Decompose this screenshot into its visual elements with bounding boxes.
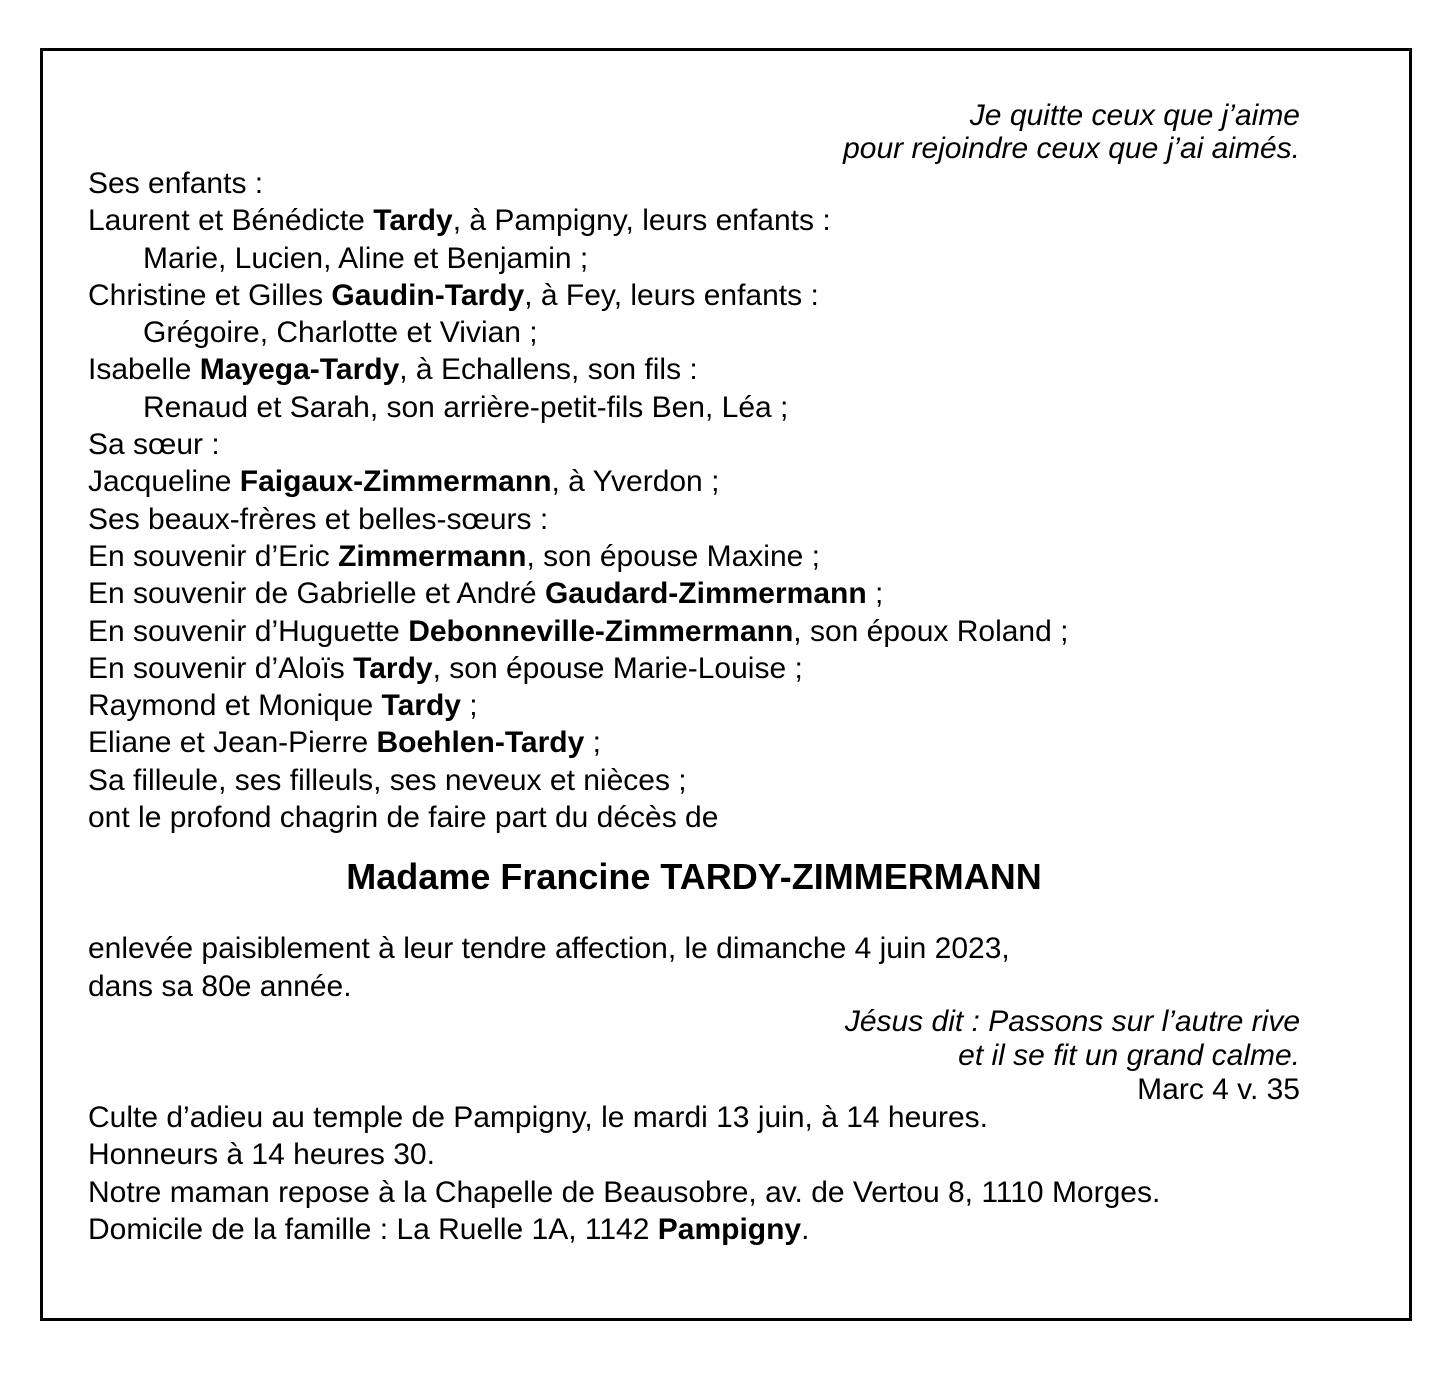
text-segment: Jacqueline xyxy=(88,465,240,499)
opening-quote xyxy=(88,99,1300,165)
notice-line xyxy=(88,687,1300,724)
text-segment: ; xyxy=(866,577,884,611)
text-segment: Sa sœur : xyxy=(88,428,220,462)
notice-line xyxy=(88,1099,1300,1136)
family-name-bold: Pampigny xyxy=(657,1212,802,1246)
text-segment: , son époux Roland ; xyxy=(793,614,1069,648)
notice-line xyxy=(88,613,1300,650)
text-segment: Ses beaux-frères et belles-sœurs : xyxy=(88,502,549,536)
text-segment: Jésus dit : Passons sur l’autre rive xyxy=(844,1004,1300,1038)
text-segment: Christine et Gilles xyxy=(88,278,332,312)
text-segment: , à Yverdon ; xyxy=(551,465,720,499)
family-name-bold: Zimmermann xyxy=(338,539,527,573)
notice-line xyxy=(88,650,1300,687)
text-segment: En souvenir d’Eric xyxy=(88,539,339,573)
text-segment: Notre maman repose à la Chapelle de Beausobre, av. de Vertou 8, 1110 Morges. xyxy=(88,1175,1161,1209)
notice-line xyxy=(88,351,1300,388)
text-segment: enlevée paisiblement à leur tendre affection, le dimanche 4 juin 2023, xyxy=(88,932,1010,966)
text-segment: , son épouse Maxine ; xyxy=(526,539,821,573)
deceased-name-title: Madame Francine TARDY-ZIMMERMANN xyxy=(346,856,1042,898)
text-segment: Ses enfants : xyxy=(88,167,264,200)
text-segment: Eliane et Jean-Pierre xyxy=(88,726,377,760)
text-segment: Grégoire, Charlotte et Vivian ; xyxy=(143,316,538,350)
text-segment: ; xyxy=(460,689,478,723)
notice-line xyxy=(88,202,1300,239)
family-name-bold: Gaudard-Zimmermann xyxy=(544,577,867,611)
family-name-bold: Boehlen-Tardy xyxy=(376,726,585,760)
family-name-bold: Mayega-Tardy xyxy=(199,353,400,387)
family-name-bold: Tardy xyxy=(381,689,461,723)
text-segment: , son épouse Marie-Louise ; xyxy=(432,651,803,685)
notice-line xyxy=(88,799,1300,836)
text-segment: Laurent et Bénédicte xyxy=(88,204,374,238)
notice-line xyxy=(88,240,1300,277)
text-segment: . xyxy=(801,1212,810,1246)
scripture-quote xyxy=(88,1005,1300,1107)
notice-line xyxy=(88,930,1300,967)
notice-line xyxy=(88,1039,1300,1073)
text-segment: En souvenir d’Aloïs xyxy=(88,651,354,685)
family-name-bold: Tardy xyxy=(353,651,433,685)
notice-line xyxy=(88,132,1300,165)
notice-line xyxy=(88,1136,1300,1173)
text-segment: dans sa 80e année. xyxy=(88,969,352,1003)
family-name-bold: Faigaux-Zimmermann xyxy=(239,465,552,499)
family-list xyxy=(88,165,1300,836)
text-segment: Isabelle xyxy=(88,353,200,387)
notice-line xyxy=(88,99,1300,132)
notice-line xyxy=(88,277,1300,314)
family-name-bold: Debonneville-Zimmermann xyxy=(408,614,794,648)
text-segment: Marie, Lucien, Aline et Benjamin ; xyxy=(143,241,589,275)
notice-line xyxy=(88,426,1300,463)
text-segment: , à Pampigny, leurs enfants : xyxy=(452,204,831,238)
notice-line xyxy=(88,1005,1300,1039)
notice-line xyxy=(88,501,1300,538)
notice-line xyxy=(88,389,1300,426)
text-segment: Renaud et Sarah, son arrière-petit-fils Ben, Léa ; xyxy=(143,390,789,424)
text-segment: Honneurs à 14 heures 30. xyxy=(88,1138,435,1172)
text-segment: Sa filleule, ses filleuls, ses neveux et nièces ; xyxy=(88,763,687,797)
scripture-reference: Marc 4 v. 35 xyxy=(1137,1072,1300,1106)
text-segment: ont le profond chagrin de faire part du décès de xyxy=(88,801,719,835)
ceremony-details xyxy=(88,1099,1300,1248)
notice-line xyxy=(88,463,1300,500)
text-segment: pour rejoindre ceux que j’ai aimés. xyxy=(843,132,1300,165)
text-segment: Culte d’adieu au temple de Pampigny, le mardi 13 juin, à 14 heures. xyxy=(88,1100,988,1134)
scripture-lines xyxy=(88,1005,1300,1073)
death-announcement xyxy=(88,930,1300,1005)
notice-line xyxy=(88,724,1300,761)
text-segment: Domicile de la famille : La Ruelle 1A, 1142 xyxy=(88,1212,658,1246)
notice-border xyxy=(40,48,1412,1321)
text-segment: En souvenir d’Huguette xyxy=(88,614,409,648)
family-name-bold: Gaudin-Tardy xyxy=(331,278,525,312)
family-name-bold: Tardy xyxy=(373,204,453,238)
text-segment: , à Fey, leurs enfants : xyxy=(524,278,819,312)
notice-line xyxy=(88,762,1300,799)
notice-line xyxy=(88,314,1300,351)
text-segment: Je quitte ceux que j’aime xyxy=(969,99,1300,132)
text-segment: , à Echallens, son fils : xyxy=(399,353,698,387)
text-segment: Raymond et Monique xyxy=(88,689,382,723)
notice-line xyxy=(88,1174,1300,1211)
notice-line xyxy=(88,538,1300,575)
notice-line xyxy=(88,968,1300,1005)
text-segment: et il se fit un grand calme. xyxy=(958,1038,1300,1072)
text-segment: ; xyxy=(584,726,601,760)
notice-line xyxy=(88,1211,1300,1248)
text-segment: En souvenir de Gabrielle et André xyxy=(88,577,545,611)
notice-line xyxy=(88,165,1300,202)
notice-line xyxy=(88,575,1300,612)
notice-content xyxy=(88,51,1300,1248)
